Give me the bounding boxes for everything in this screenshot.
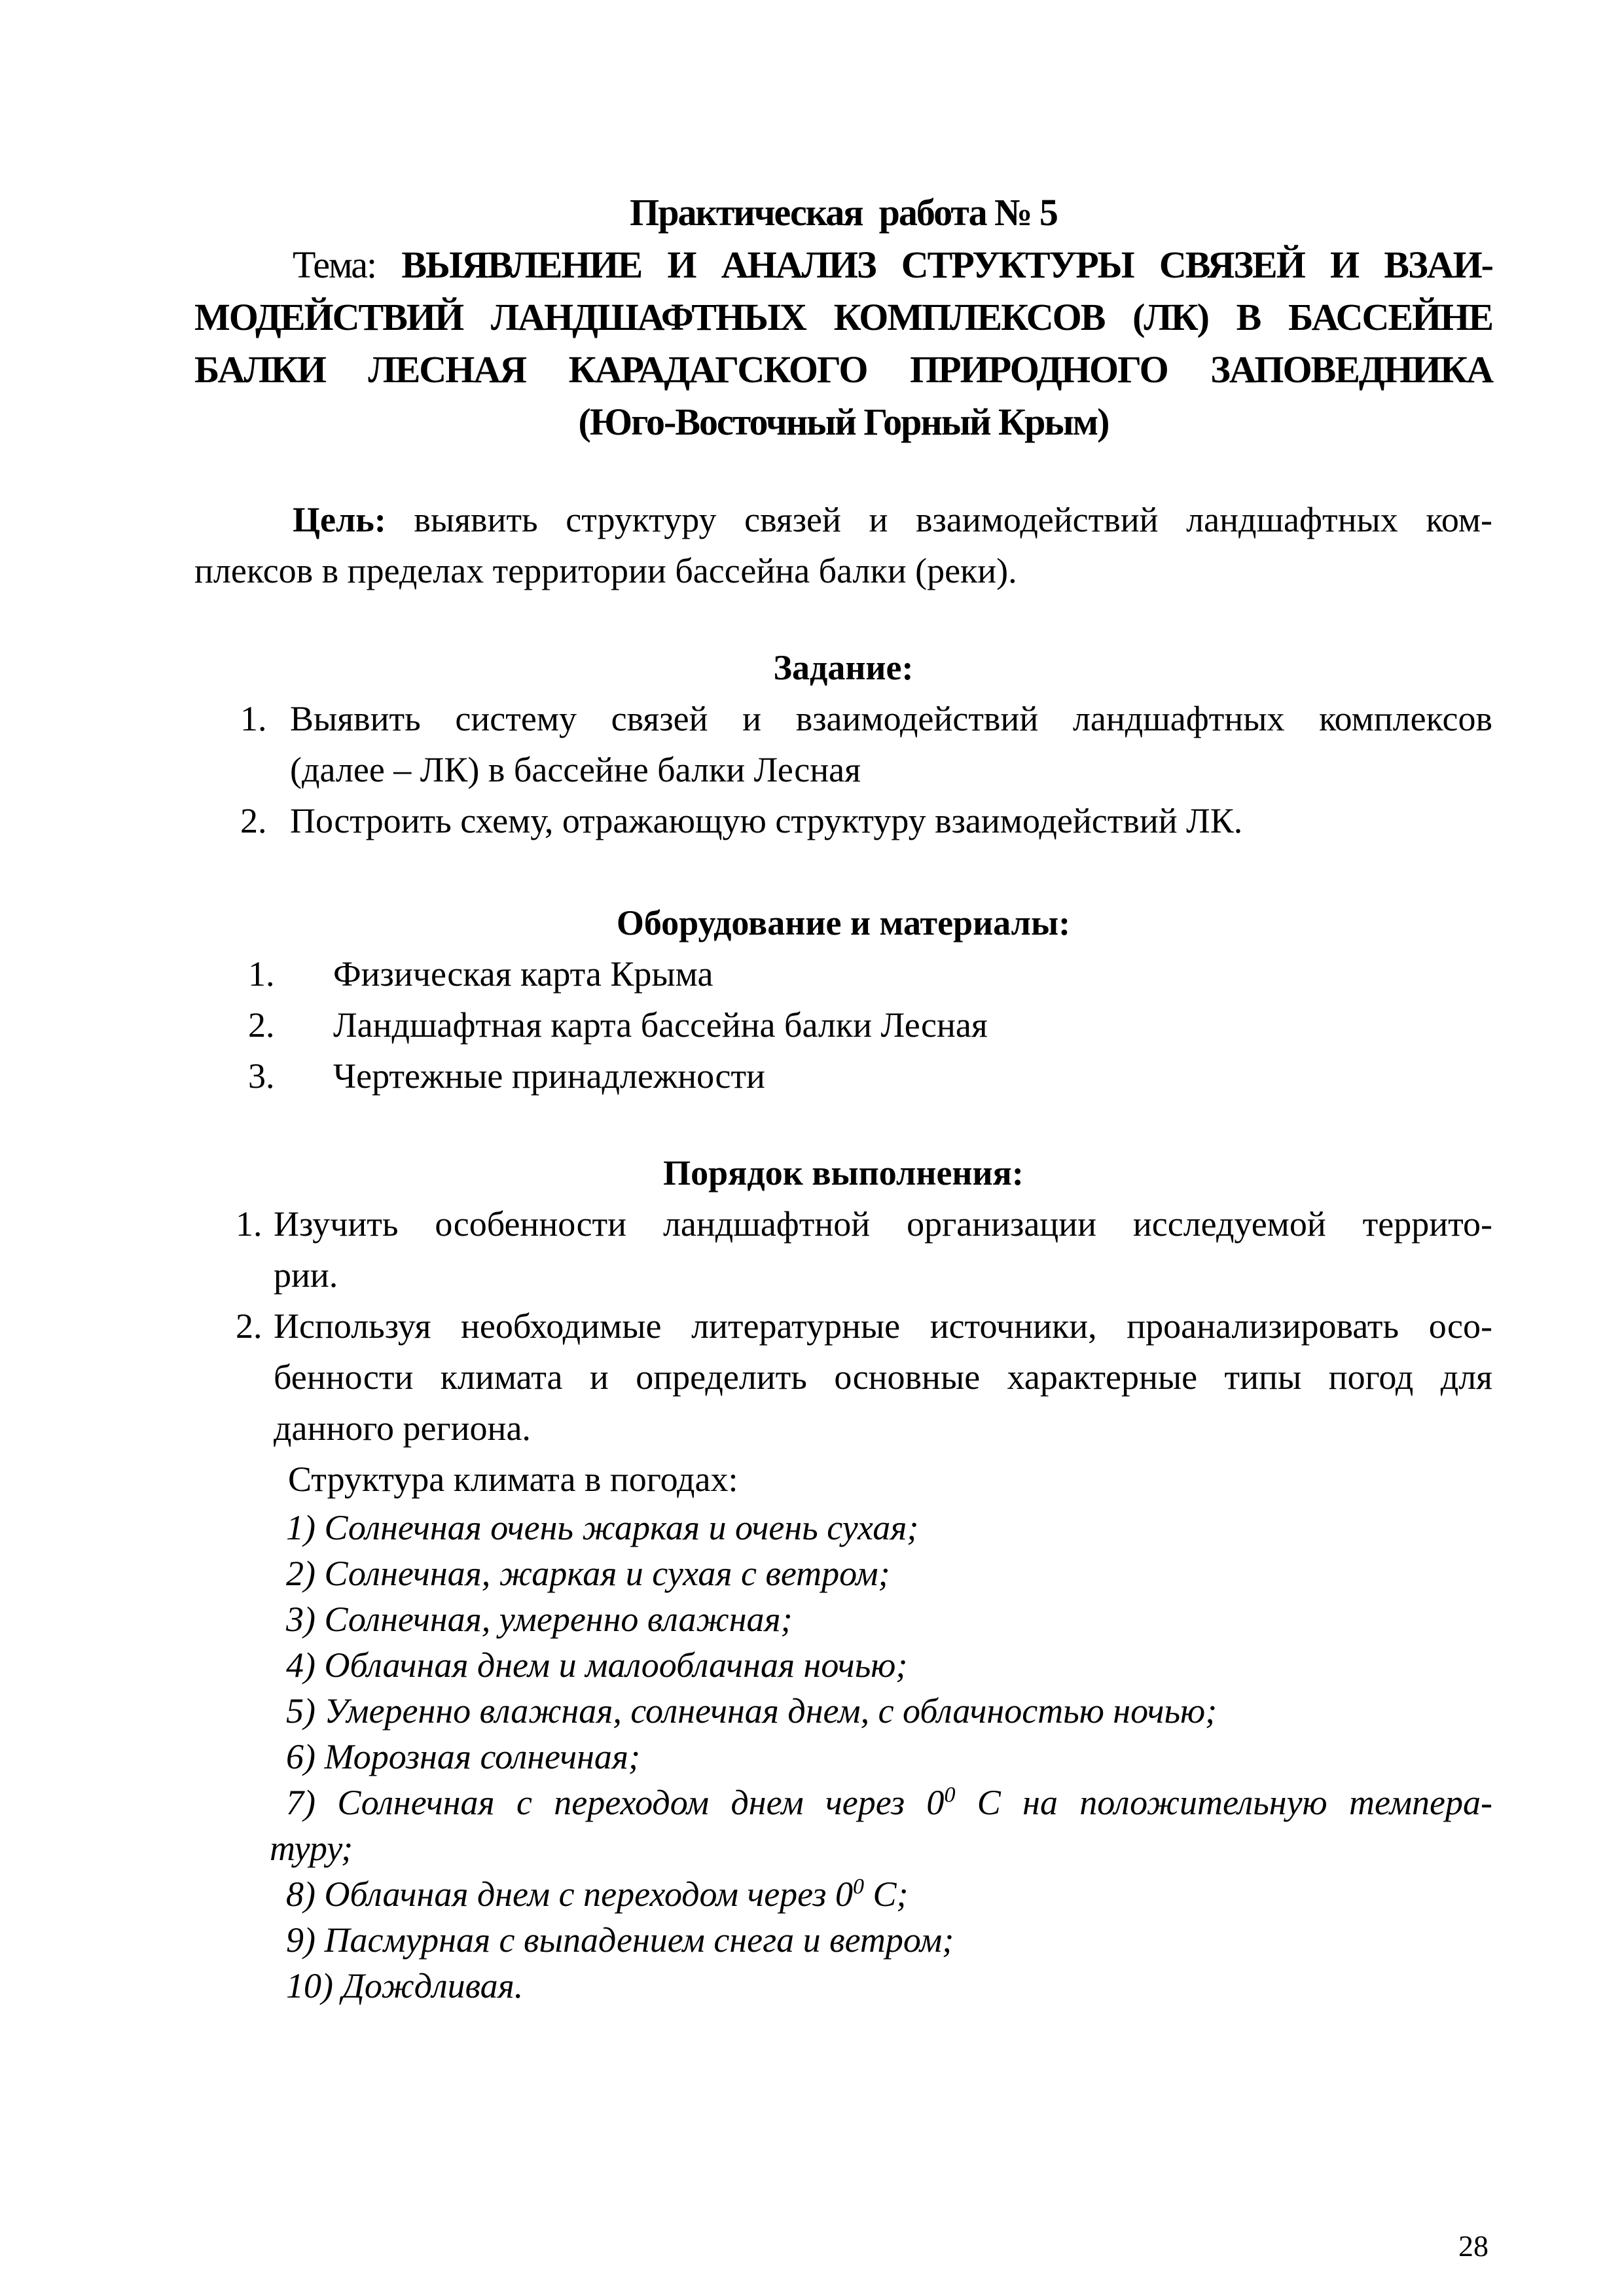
- weather-types-list: [270, 1505, 1492, 2009]
- goal-line-1: [194, 494, 1492, 545]
- task-item-2-text: [290, 795, 1492, 846]
- task-item-2-number: 2.: [240, 801, 267, 840]
- weather-type-8-pre: 8) Облачная днем с переходом через 0: [286, 1874, 854, 1914]
- weather-type-7-post: С на положительную темпера-: [955, 1783, 1492, 1822]
- tema-label: Тема:: [293, 243, 402, 286]
- weather-type-5: 5) Умеренно влажная, солнечная днем, с облачностью ночью;: [286, 1691, 1218, 1731]
- equipment-item-3-text: Чертежные принадлежности: [333, 1056, 765, 1096]
- goal-label: Цель:: [293, 500, 414, 539]
- procedure-item-1-line-1: Изучить особенности ландшафтной организации исследуемой террито-: [274, 1204, 1492, 1244]
- equipment-item-3: [248, 1050, 1492, 1102]
- weather-type-3: 3) Солнечная, умеренно влажная;: [286, 1600, 793, 1639]
- equipment-list: [194, 948, 1492, 1102]
- weather-type-7: [270, 1780, 1492, 1871]
- title-line-region: (Юго-Восточный Горный Крым): [578, 401, 1109, 443]
- procedure-item-2-line-1: Используя необходимые литературные источники, проанализировать осо-: [274, 1306, 1492, 1346]
- weather-type-4: 4) Облачная днем и малооблачная ночью;: [286, 1645, 908, 1685]
- climate-structure-intro: Структура климата в погодах:: [288, 1460, 738, 1499]
- weather-type-7-line-1: [270, 1780, 1492, 1825]
- procedure-item-2-number: 2.: [236, 1306, 262, 1346]
- procedure-item-1: [236, 1198, 1492, 1300]
- goal-paragraph: [194, 494, 1492, 596]
- goal-line-2: плексов в пределах территории бассейна балки (реки).: [194, 551, 1017, 590]
- title-line-tema: [194, 239, 1492, 291]
- section-heading-equipment: Оборудование и материалы:: [616, 903, 1071, 942]
- page-number: 28: [1458, 2229, 1489, 2263]
- task-item-1-number: 1.: [240, 699, 267, 738]
- title-line-worknumber: Практическая работа № 5: [630, 191, 1057, 234]
- weather-type-7-line-2: туру;: [270, 1829, 353, 1868]
- equipment-item-2-number: 2.: [248, 1005, 275, 1045]
- weather-type-1: 1) Солнечная очень жаркая и очень сухая;: [286, 1508, 919, 1547]
- procedure-item-2-line-2: бенности климата и определить основные характерные типы погод для: [274, 1357, 1492, 1397]
- weather-type-10: 10) Дождливая.: [286, 1966, 524, 2005]
- procedure-item-1-line-2: рии.: [274, 1255, 338, 1295]
- degree-superscript-7: 0: [944, 1783, 956, 1807]
- equipment-item-2-text: Ландшафтная карта бассейна балки Лесная: [333, 1005, 988, 1045]
- weather-type-7-pre: 7) Солнечная с переходом днем через 0: [286, 1783, 945, 1822]
- weather-type-2: 2) Солнечная, жаркая и сухая с ветром;: [286, 1554, 890, 1593]
- procedure-item-2: [236, 1300, 1492, 1454]
- task-item-1: [240, 693, 1492, 795]
- weather-type-8-post: С;: [864, 1874, 909, 1914]
- task-item-2: [240, 795, 1492, 846]
- page-content: [194, 187, 1492, 2009]
- title-line-3: МОДЕЙСТВИЙ ЛАНДШАФТНЫХ КОМПЛЕКСОВ (ЛК) В БАССЕЙНЕ: [194, 296, 1492, 338]
- title-tema-bold-text: ВЫЯВЛЕНИЕ И АНАЛИЗ СТРУКТУРЫ СВЯЗЕЙ И ВЗАИ-: [401, 243, 1492, 286]
- task-item-1-line-1: Выявить систему связей и взаимодействий ландшафтных комплексов: [290, 699, 1492, 738]
- degree-superscript-8: 0: [853, 1874, 865, 1899]
- procedure-item-2-line-3: данного региона.: [274, 1408, 531, 1448]
- weather-type-8: [270, 1871, 1492, 1917]
- document-title: [194, 187, 1492, 448]
- equipment-item-1: [248, 948, 1492, 999]
- weather-type-6: 6) Морозная солнечная;: [286, 1737, 640, 1776]
- equipment-item-1-number: 1.: [248, 954, 275, 994]
- equipment-item-2: [248, 999, 1492, 1050]
- equipment-item-1-text: Физическая карта Крыма: [333, 954, 713, 994]
- task-item-2-line-1: Построить схему, отражающую структуру взаимодействий ЛК.: [290, 801, 1243, 840]
- weather-type-9: 9) Пасмурная с выпадением снега и ветром;: [286, 1920, 954, 1960]
- procedure-item-1-text: [274, 1198, 1492, 1300]
- section-heading-tasks: Задание:: [773, 648, 914, 687]
- tasks-list: [194, 693, 1492, 846]
- title-line-4: БАЛКИ ЛЕСНАЯ КАРАДАГСКОГО ПРИРОДНОГО ЗАПОВЕДНИКА: [194, 348, 1492, 391]
- section-heading-procedure: Порядок выполнения:: [663, 1153, 1024, 1193]
- task-item-1-text: [290, 693, 1492, 795]
- goal-text-1: выявить структуру связей и взаимодействий ландшафтных ком-: [414, 500, 1492, 539]
- procedure-list: [194, 1198, 1492, 1454]
- task-item-1-line-2: (далее – ЛК) в бассейне балки Лесная: [290, 750, 861, 789]
- procedure-item-1-number: 1.: [236, 1204, 262, 1244]
- equipment-item-3-number: 3.: [248, 1056, 275, 1096]
- procedure-item-2-text: [274, 1300, 1492, 1454]
